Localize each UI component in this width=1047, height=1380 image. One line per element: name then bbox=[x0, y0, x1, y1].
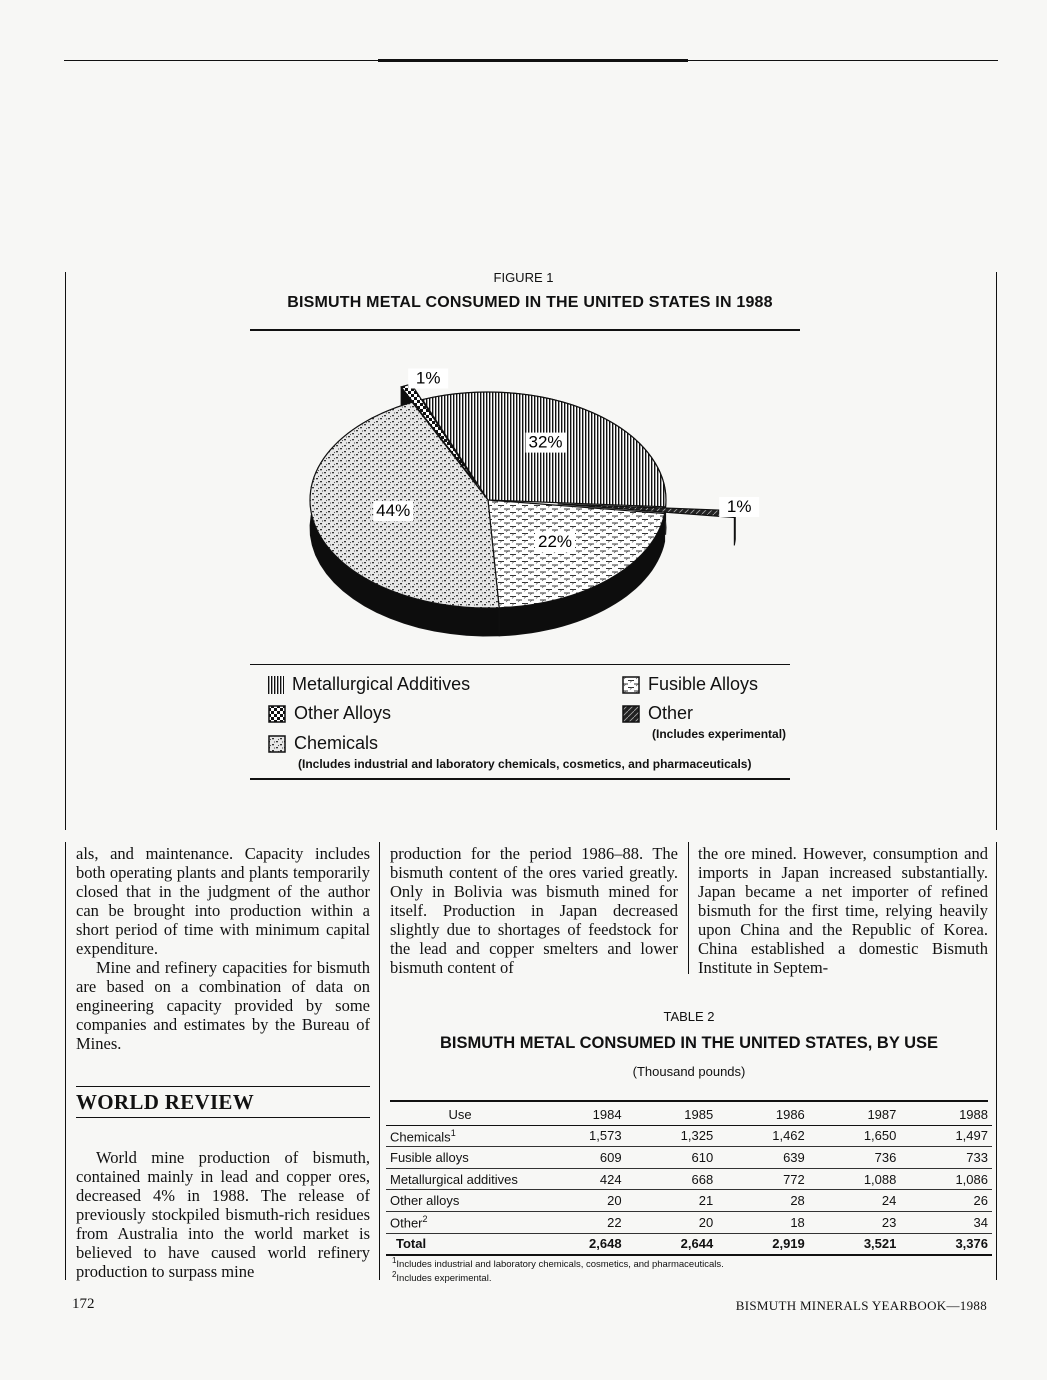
legend-label-other: Other bbox=[648, 703, 694, 723]
column-1 bbox=[76, 844, 370, 1053]
header-1988: 1988 bbox=[959, 1106, 988, 1122]
pie-slice-fusible-label: 22% bbox=[537, 532, 573, 552]
legend-label-other-alloys: Other Alloys bbox=[294, 703, 392, 723]
table-cell-value: 28 bbox=[717, 1190, 809, 1212]
legend-item-other-alloys bbox=[268, 703, 391, 724]
table-cell-value: 23 bbox=[809, 1211, 901, 1233]
table-row bbox=[386, 1147, 992, 1169]
column-2 bbox=[390, 844, 678, 977]
legend-other-note: (Includes experimental) bbox=[652, 727, 787, 741]
chemicals-swatch-icon bbox=[268, 735, 286, 753]
col2-paragraph-1: production for the period 1986–88. The bismuth content of the ores varied greatly. Only in Bolivia was bismuth mined for itself. Production in Japan decreased slightly due to shortages of feedstock for the lead and copper smelters and lower bismuth content of bbox=[390, 844, 678, 977]
table-cell-value: 24 bbox=[809, 1190, 901, 1212]
pie-slice-fusible bbox=[488, 500, 665, 608]
table-cell-total-value: 3,521 bbox=[809, 1233, 901, 1255]
figure-label: FIGURE 1 bbox=[493, 270, 554, 285]
legend-top-rule bbox=[250, 664, 790, 665]
figure-frame-right bbox=[996, 272, 997, 830]
world-review-top-rule bbox=[76, 1086, 370, 1087]
header-1986: 1986 bbox=[775, 1106, 805, 1122]
table-cell-total-value: 3,376 bbox=[900, 1233, 992, 1255]
figure-frame-left-lower bbox=[65, 842, 66, 1280]
table-cell-value: 1,573 bbox=[534, 1125, 626, 1147]
table-row bbox=[386, 1190, 992, 1212]
table-cell-value: 1,462 bbox=[717, 1125, 809, 1147]
table-cell-use: Other$^2$ bbox=[386, 1211, 534, 1233]
column-1-continued bbox=[76, 1148, 370, 1281]
top-rule-thick bbox=[378, 59, 688, 62]
table-cell-value: 18 bbox=[717, 1211, 809, 1233]
figure-title: BISMUTH METAL CONSUMED IN THE UNITED STATES IN 1988 bbox=[287, 294, 773, 311]
table-cell-value: 1,086 bbox=[900, 1168, 992, 1190]
table-cell-value: 772 bbox=[717, 1168, 809, 1190]
table-cell-total-value: 2,648 bbox=[534, 1233, 626, 1255]
col1-paragraph-1: als, and maintenance. Capacity includes both operating plants and plants temporarily closed that in the judgment of the author can be brought into production within a short period of time with minimum capital expenditure. bbox=[76, 844, 370, 958]
metallurgical-swatch-icon bbox=[268, 676, 284, 694]
table-cell-value: 610 bbox=[626, 1147, 718, 1169]
table-top-rule bbox=[390, 1100, 988, 1102]
table-cell-value: 424 bbox=[534, 1168, 626, 1190]
column-rule-3 bbox=[996, 842, 997, 1280]
table-cell-value: 34 bbox=[900, 1211, 992, 1233]
table-cell-value: 639 bbox=[717, 1147, 809, 1169]
table-row bbox=[386, 1168, 992, 1190]
table-row bbox=[386, 1211, 992, 1233]
table-total-row bbox=[386, 1233, 992, 1255]
table-cell-value: 736 bbox=[809, 1147, 901, 1169]
table-cell-value: 1,497 bbox=[900, 1125, 992, 1147]
figure-title-rule bbox=[250, 329, 800, 331]
world-review-bottom-rule bbox=[76, 1117, 370, 1118]
table-cell-total-value: 2,919 bbox=[717, 1233, 809, 1255]
header-1984: 1984 bbox=[592, 1106, 622, 1122]
pie-slice-metallurgical-label: 32% bbox=[528, 432, 563, 452]
legend-chemicals-note: (Includes industrial and laboratory chemicals, cosmetics, and pharmaceuticals) bbox=[298, 757, 752, 771]
legend-label-chemicals: Chemicals bbox=[294, 733, 379, 753]
data-table bbox=[386, 1104, 992, 1256]
pie-slice-other-alloys-label: 1% bbox=[415, 368, 441, 388]
table-cell-value: 20 bbox=[534, 1190, 626, 1212]
legend-label-metallurgical: Metallurgical Additives bbox=[292, 674, 471, 694]
table-cell-value: 609 bbox=[534, 1147, 626, 1169]
table-header-row bbox=[386, 1104, 992, 1125]
table-footnote-1: $^1$Includes industrial and laboratory chemicals, cosmetics, and pharmaceuticals. bbox=[392, 1256, 724, 1271]
table-cell-total-label: Total bbox=[386, 1233, 534, 1255]
table-cell-use: Fusible alloys bbox=[386, 1147, 534, 1169]
table-cell-value: 22 bbox=[534, 1211, 626, 1233]
table-cell-use: Metallurgical additives bbox=[386, 1168, 534, 1190]
header-use: Use bbox=[448, 1106, 472, 1122]
table-cell-value: 20 bbox=[626, 1211, 718, 1233]
legend-item-metallurgical bbox=[268, 674, 470, 695]
legend-item-chemicals bbox=[268, 733, 378, 754]
table-cell-value: 1,325 bbox=[626, 1125, 718, 1147]
col3-paragraph-1: the ore mined. However, consumption and imports in Japan increased substantially. Japan became a net importer of refined bismuth for the first time, relying heavily upon China and the Republic of Korea. China established a domestic Bismuth Institute in Septem- bbox=[698, 844, 988, 977]
section-heading-world-review: WORLD REVIEW bbox=[76, 1090, 255, 1114]
table-cell-value: 668 bbox=[626, 1168, 718, 1190]
table-cell-value: 21 bbox=[626, 1190, 718, 1212]
legend-item-fusible bbox=[622, 674, 758, 695]
other-swatch-icon bbox=[622, 705, 640, 723]
column-3 bbox=[698, 844, 988, 977]
other-alloys-swatch-icon bbox=[268, 705, 286, 723]
pie-slice-chemicals-label: 44% bbox=[376, 501, 411, 521]
legend-label-fusible: Fusible Alloys bbox=[648, 674, 759, 694]
table-cell-value: 733 bbox=[900, 1147, 992, 1169]
header-1987: 1987 bbox=[867, 1106, 897, 1122]
table-cell-value: 1,650 bbox=[809, 1125, 901, 1147]
table-footnote-2: $^2$Includes experimental. bbox=[392, 1270, 492, 1285]
table-cell-value: 1,088 bbox=[809, 1168, 901, 1190]
figure-frame-left bbox=[65, 272, 66, 830]
table-row bbox=[386, 1125, 992, 1147]
legend bbox=[268, 672, 788, 782]
pie-chart bbox=[300, 340, 770, 650]
table-cell-use: Chemicals$^1$ bbox=[386, 1125, 534, 1147]
table-cell-total-value: 2,644 bbox=[626, 1233, 718, 1255]
pie-slices bbox=[310, 369, 759, 637]
legend-item-other bbox=[622, 703, 693, 724]
table-cell-use: Other alloys bbox=[386, 1190, 534, 1212]
column-rule-1 bbox=[379, 842, 380, 1280]
column-rule-2 bbox=[688, 842, 689, 974]
table-title: BISMUTH METAL CONSUMED IN THE UNITED STATES, BY USE bbox=[439, 1034, 939, 1052]
running-title: BISMUTH MINERALS YEARBOOK—1988 bbox=[735, 1298, 987, 1313]
table-label: TABLE 2 bbox=[663, 1009, 715, 1024]
page-number: 172 bbox=[72, 1296, 95, 1312]
table-cell-value: 26 bbox=[900, 1190, 992, 1212]
table-units: (Thousand pounds) bbox=[632, 1064, 746, 1079]
col1-paragraph-2: Mine and refinery capacities for bismuth are based on a combination of data on engineering capacity provided by some companies and estimates by the Bureau of Mines. bbox=[76, 958, 370, 1053]
header-1985: 1985 bbox=[684, 1106, 714, 1122]
fusible-swatch-icon bbox=[622, 676, 640, 694]
pie-slice-other-label: 1% bbox=[726, 497, 752, 516]
col1-paragraph-3: World mine production of bismuth, contained mainly in lead and copper ores, decreased 4% in 1988. The release of previously stockpiled bismuth-rich residues from Australia into the world market is believed to have caused world refinery production to surpass mine bbox=[76, 1148, 370, 1281]
legend-bottom-rule bbox=[250, 778, 790, 780]
